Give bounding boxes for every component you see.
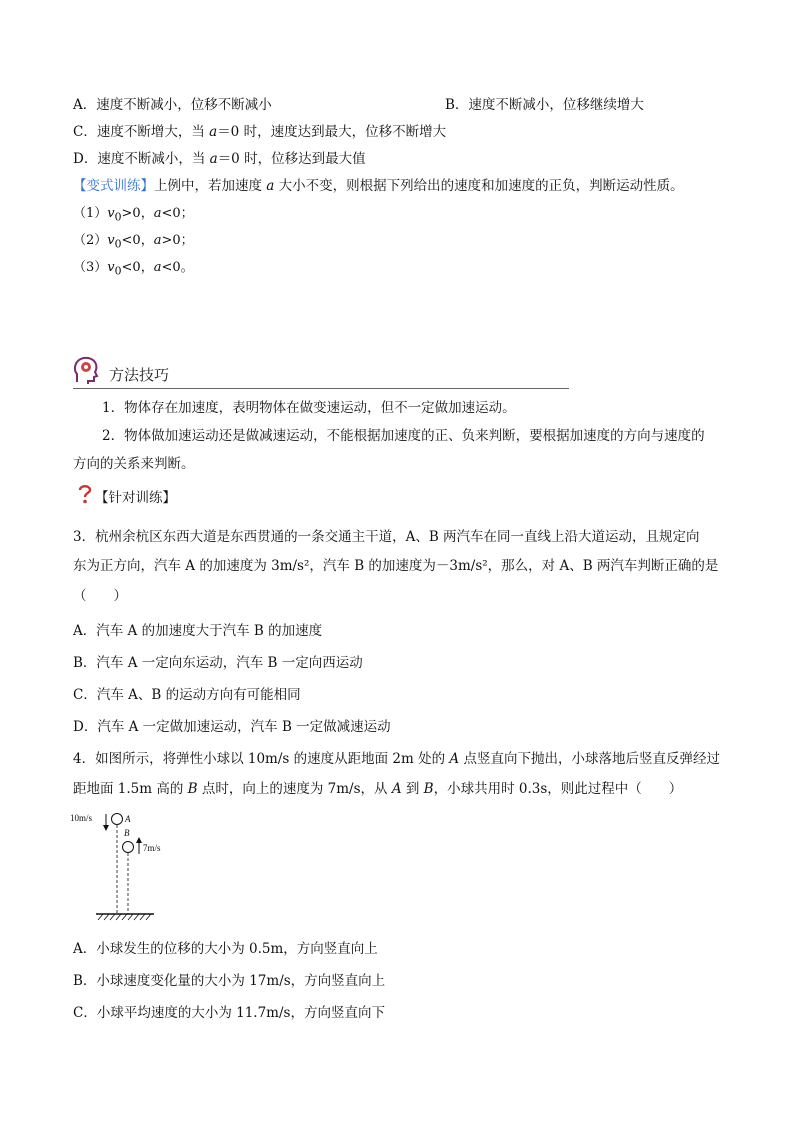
math-var: v [107,206,115,221]
heading-underline [73,388,569,389]
practice-label: 【针对训练】 [95,490,176,506]
item-text: >0； [161,233,194,248]
question-mark-icon [77,484,93,504]
option-text: A．汽车 A 的加速度大于汽车 B 的加速度 [73,623,323,639]
math-sub: 0 [114,210,122,224]
option-text: D．汽车 A 一定做加速运动，汽车 B 一定做减速运动 [73,719,391,735]
ball-a [112,814,123,825]
math-var: a [209,151,218,167]
fig-label-7ms: 7m/s [143,843,161,853]
math-sub: 0 [114,264,122,278]
variant-text: 大小不变，则根据下列给出的速度和加速度的正负，判断运动性质。 [274,178,684,194]
math-var: a [266,178,275,194]
q4-option-c [73,1004,385,1022]
option-text: C．小球平均速度的大小为 11.7m/s，方向竖直向下 [73,1005,385,1021]
q3-option-d [73,718,391,736]
variant-tag: 【变式训练】 [73,178,154,194]
q3-line-1 [73,528,700,546]
option-text: A．小球发生的位移的大小为 0.5m，方向竖直向上 [73,941,378,957]
q4-text: 点时，向上的速度为 7m/s，从 [197,781,392,797]
variant-text: 上例中，若加速度 [154,178,267,194]
method-heading [73,356,569,390]
math-var: a [153,206,162,221]
item-text: <0。 [161,260,194,275]
variant-training [73,177,684,195]
option-text: C．速度不断增大，当 [73,124,210,140]
q3-line-3 [73,587,127,605]
option-text: B．汽车 A 一定向东运动，汽车 B 一定向西运动 [73,655,363,671]
q3-text: 东为正方向，汽车 A 的加速度为 3m/s²，汽车 B 的加速度为－3m/s²，那么，对 A、B 两汽车判断正确的是 [73,558,719,574]
item-text: <0， [121,233,154,248]
q4-text: 点竖直向下抛出，小球落地后竖直反弹经过 [459,751,720,767]
math-var: A [449,751,460,767]
option-text: D．速度不断减小，当 [73,151,210,167]
q4-text: 到 [401,781,424,797]
variant-item-3 [73,259,194,281]
option-b-prev: B．速度不断减小，位移继续增大 [445,97,644,113]
q4-text: 距地面 1.5m 高的 [73,781,188,797]
math-var: v [107,233,115,248]
method-point-2-cont [73,455,195,473]
variant-item-2 [73,232,194,254]
method-text: 1．物体存在加速度，表明物体在做变速运动，但不一定做加速运动。 [102,400,516,416]
q3-option-c [73,686,301,704]
fig-label-a: A [125,814,131,824]
math-var: B [423,781,434,797]
math-var: a [209,124,218,140]
math-var: v [107,260,115,275]
method-text: 方向的关系来判断。 [73,456,195,472]
q3-text: （ ） [73,588,127,604]
item-text: <0； [161,206,194,221]
ball-bounce-figure [70,810,190,925]
option-text: C．汽车 A、B 的运动方向有可能相同 [73,687,301,703]
fig-label-b: B [124,828,130,838]
ground-hatch [98,914,151,920]
practice-tag [95,489,176,507]
method-text: 2．物体做加速运动还是做减速运动，不能根据加速度的正、负来判断，要根据加速度的方向与速度的 [102,428,705,444]
math-sub: 0 [114,237,122,251]
q4-option-a [73,940,378,958]
q3-option-b [73,654,363,672]
method-point-2 [102,427,705,445]
q4-text: 4．如图所示，将弹性小球以 10m/s 的速度从距地面 2m 处的 [73,751,450,767]
item-text: >0， [121,206,154,221]
item-text: <0， [121,260,154,275]
q4-text: ，小球共用时 0.3s，则此过程中（ ） [433,781,683,797]
head-gear-icon [73,356,99,386]
q3-option-a [73,622,322,640]
math-var: a [153,233,162,248]
option-text: ＝0 时，速度达到最大，位移不断增大 [217,124,447,140]
up-arrow-head [136,837,142,843]
q4-line-2 [73,780,682,798]
math-var: A [391,781,402,797]
item-num: （2） [73,233,108,248]
item-num: （3） [73,260,108,275]
math-var: B [187,781,198,797]
q3-line-2 [73,557,718,575]
option-c-prev [73,123,446,141]
option-text: ＝0 时，位移达到最大值 [217,151,366,167]
item-num: （1） [73,206,108,221]
method-title: 方法技巧 [109,366,170,384]
variant-item-1 [73,205,194,227]
q4-option-b [73,972,385,990]
ball-b [123,842,134,853]
fig-label-10ms: 10m/s [70,813,93,823]
option-text: B．小球速度变化量的大小为 17m/s，方向竖直向上 [73,973,386,989]
option-text: A．速度不断减小，位移不断减小 [73,97,272,113]
q4-line-1 [73,750,720,768]
option-a-prev [73,96,644,114]
down-arrow-head [103,825,109,831]
math-var: a [153,260,162,275]
method-point-1 [102,399,516,417]
q3-text: 3．杭州余杭区东西大道是东西贯通的一条交通主干道，A、B 两汽车在同一直线上沿大道运动，且规定向 [73,529,700,545]
option-d-prev [73,150,366,168]
